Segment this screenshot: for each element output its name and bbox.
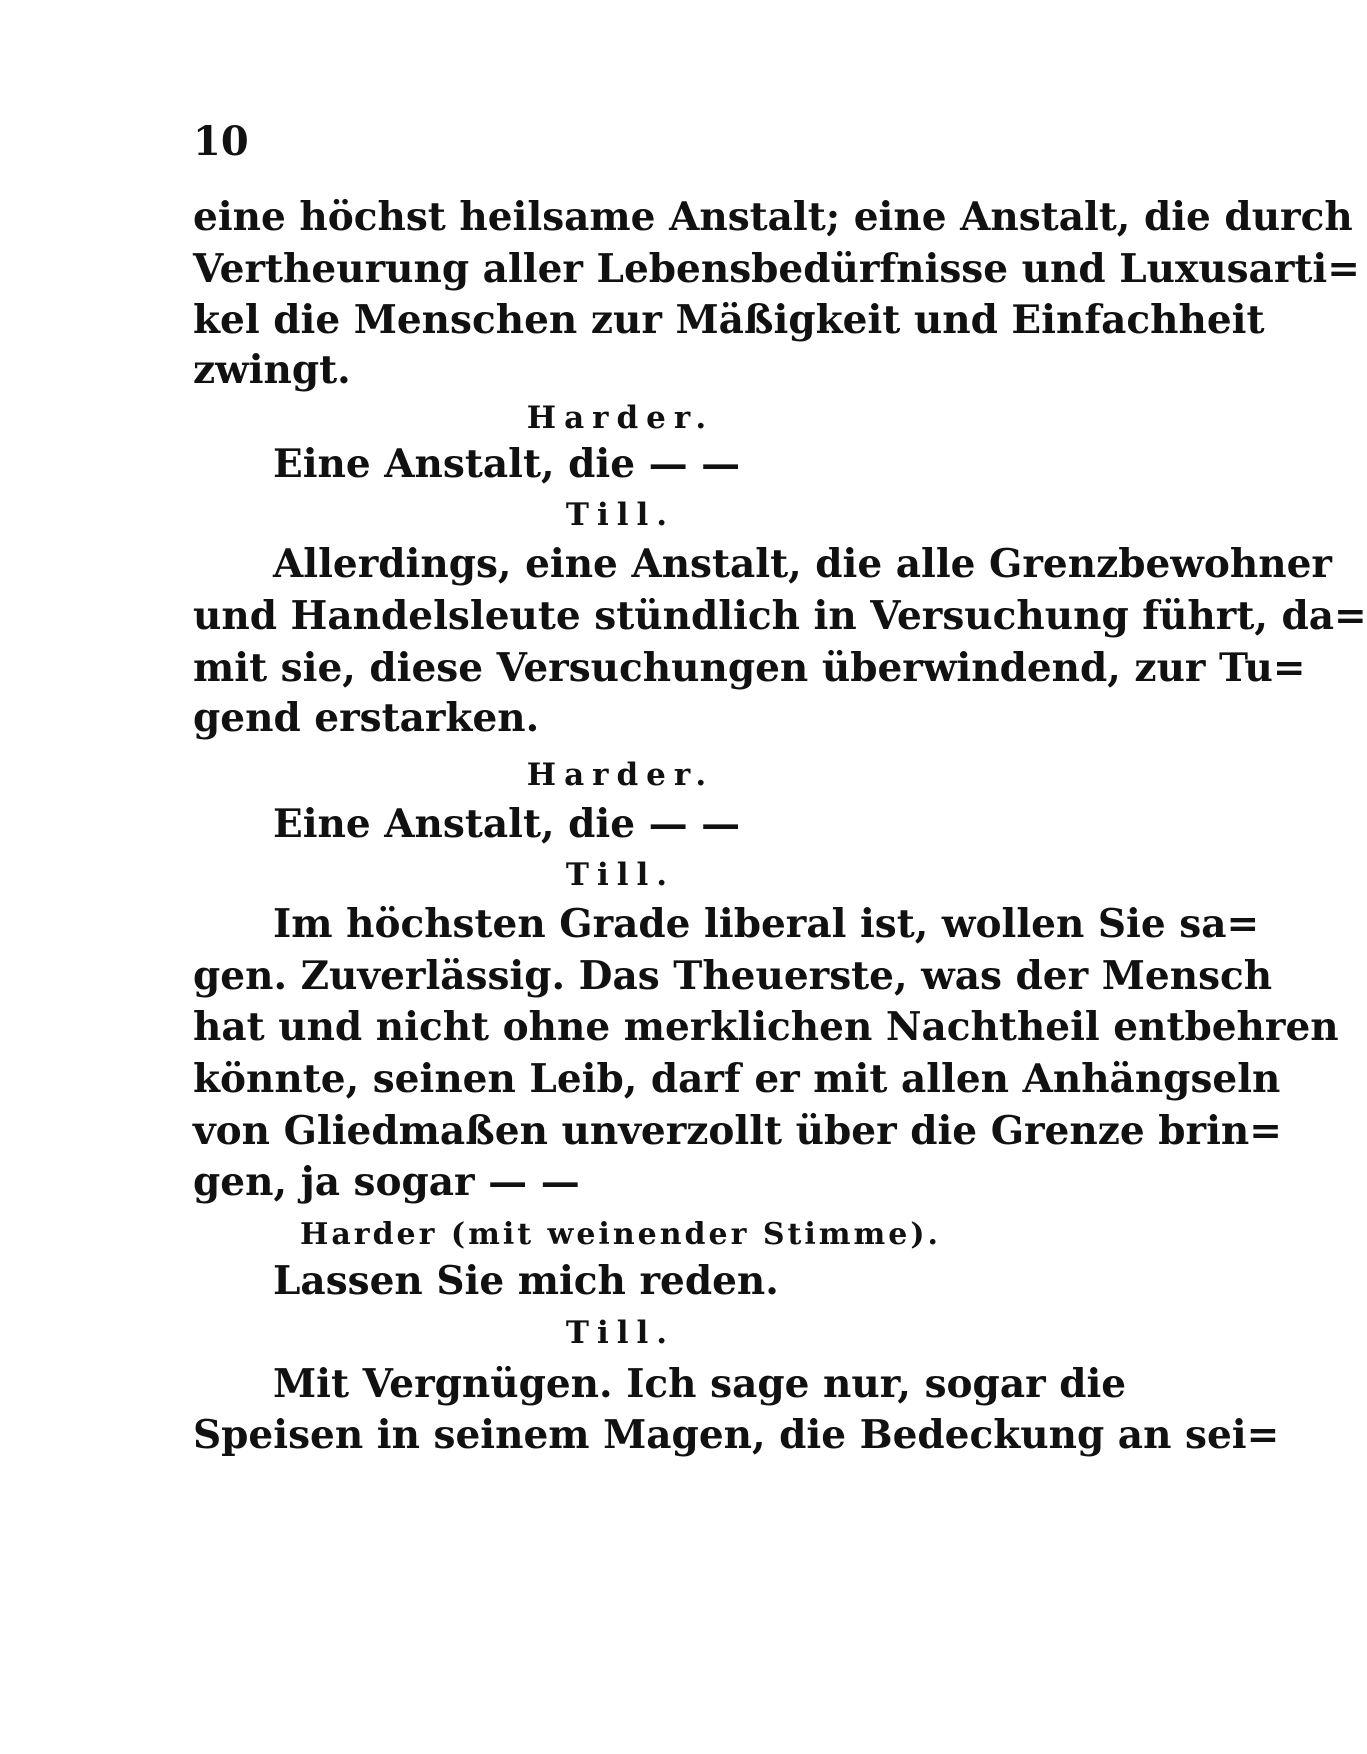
text-line: könnte, seinen Leib, darf er mit allen Anhängseln [193, 1056, 1281, 1102]
text-line: Vertheurung aller Lebensbedürfnisse und Luxusarti= [193, 246, 1360, 292]
text-line: gen. Zuverlässig. Das Theuerste, was der Mensch [193, 953, 1273, 999]
speaker-direction: Harder (mit weinender Stimme). [299, 1217, 941, 1252]
page-number: 10 [193, 118, 249, 165]
text-line: gen, ja sogar — — [193, 1159, 580, 1205]
speaker-name: Harder. [526, 400, 715, 436]
speaker-name: Till. [565, 857, 676, 893]
text-line: Mit Vergnügen. Ich sage nur, sogar die [273, 1361, 1127, 1407]
speaker-name: Till. [565, 1315, 676, 1351]
text-line: eine höchst heilsame Anstalt; eine Anstalt, die durch [193, 194, 1353, 240]
text-line: Im höchsten Grade liberal ist, wollen Sie sa= [273, 901, 1260, 947]
text-line: Speisen in seinem Magen, die Bedeckung an sei= [193, 1412, 1280, 1458]
text-line: zwingt. [193, 347, 351, 393]
text-line: von Gliedmaßen unverzollt über die Grenze brin= [193, 1108, 1282, 1154]
text-line: Eine Anstalt, die — — [273, 441, 741, 487]
text-line: Allerdings, eine Anstalt, die alle Grenzbewohner [273, 541, 1332, 587]
text-line: und Handelsleute stündlich in Versuchung führt, da= [193, 593, 1367, 639]
speaker-name: Till. [565, 497, 676, 533]
text-line: mit sie, diese Versuchungen überwindend, zur Tu= [193, 645, 1306, 691]
text-line: hat und nicht ohne merklichen Nachtheil entbehren [193, 1004, 1339, 1050]
text-line: Lassen Sie mich reden. [273, 1258, 779, 1304]
text-line: kel die Menschen zur Mäßigkeit und Einfachheit [193, 297, 1265, 343]
speaker-name: Harder. [526, 757, 715, 793]
text-line: gend erstarken. [193, 695, 540, 741]
text-line: Eine Anstalt, die — — [273, 801, 741, 847]
